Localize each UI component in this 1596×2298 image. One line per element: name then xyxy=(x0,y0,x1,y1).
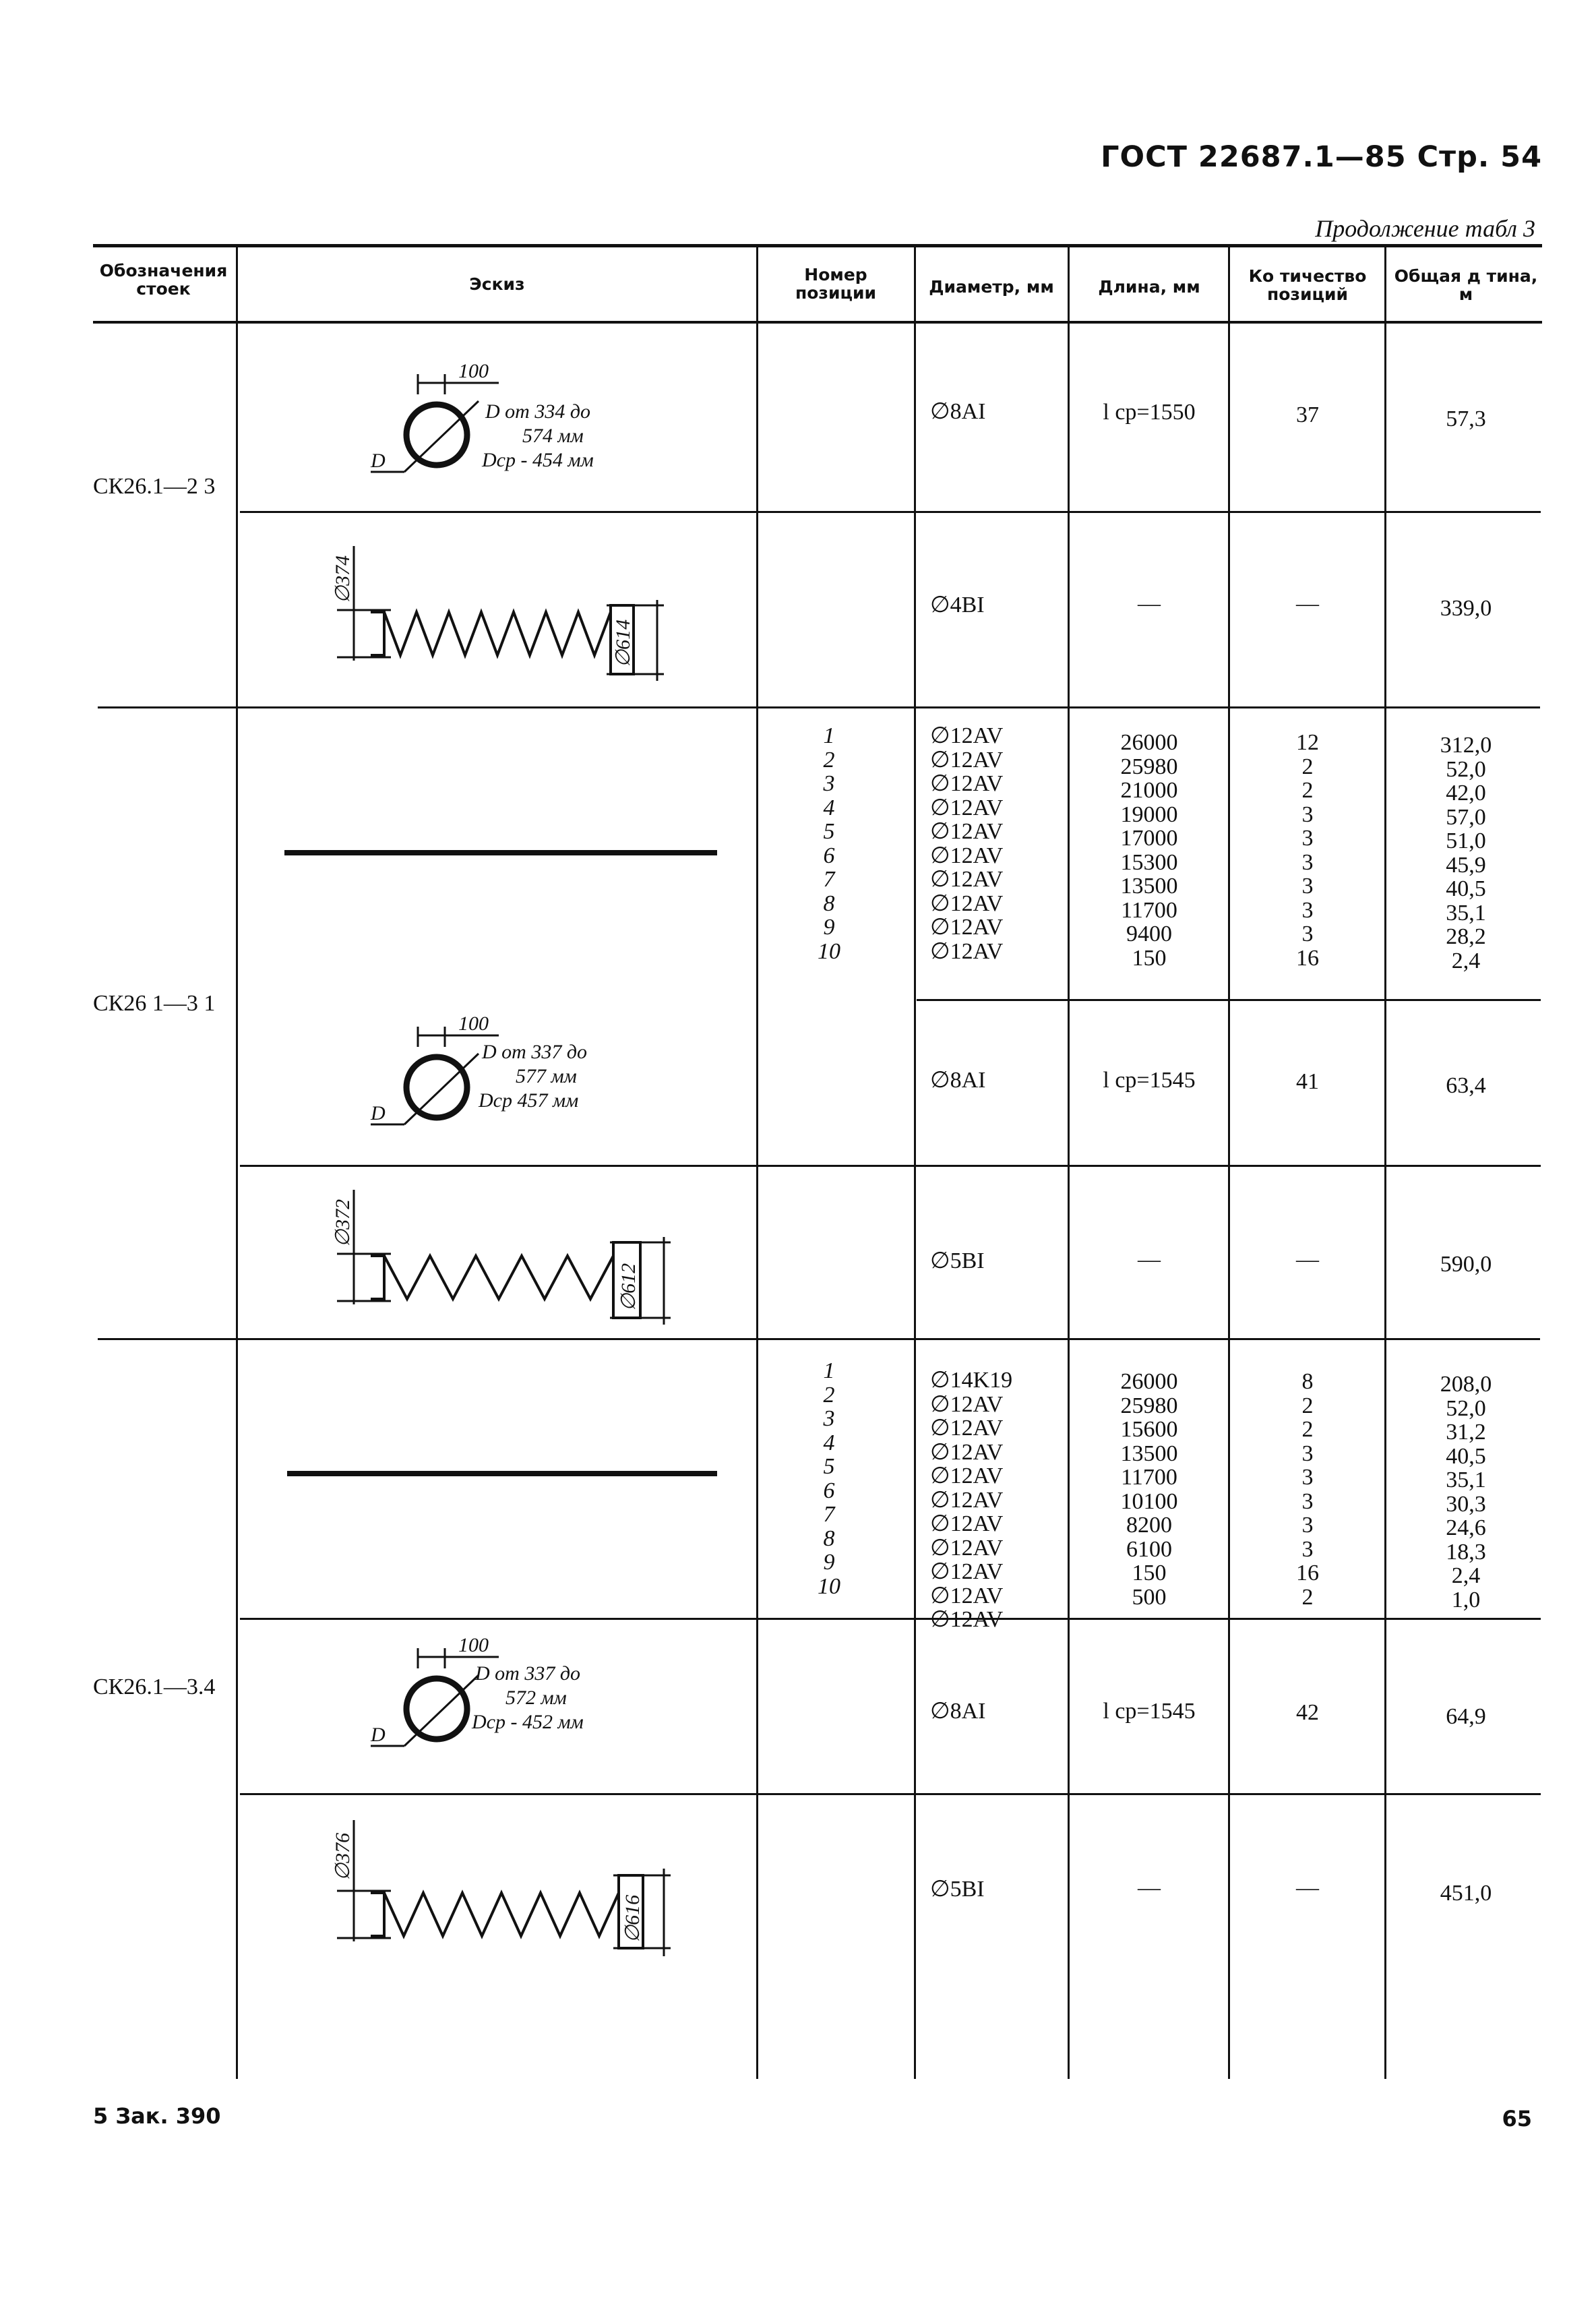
table-continuation-note: Продолжение табл 3 xyxy=(1315,215,1535,242)
ring-sketch-2 xyxy=(364,1012,634,1151)
ring-total-2: 63,4 xyxy=(1446,1073,1486,1098)
totals-list-3: 208,0 52,0 31,2 40,5 35,1 30,3 24,6 18,3 2,4 1,0 xyxy=(1440,1372,1492,1612)
spiral-diameter-1: ∅4BI xyxy=(930,593,985,617)
spiral-dim-right-3: ∅616 xyxy=(621,1894,644,1943)
spiral-dim-left-3: ∅376 xyxy=(332,1832,354,1881)
positions-list-3: 1 2 3 4 5 6 7 8 9 10 xyxy=(818,1358,840,1599)
lengths-list-3: 26000 25980 15600 13500 11700 10100 8200 6100 150 500 xyxy=(1120,1369,1178,1610)
ring-dim-1: 100 xyxy=(458,360,489,382)
ring-sketch-1 xyxy=(364,360,634,499)
ring-length-3: l ср=1545 xyxy=(1103,1699,1196,1724)
ring-total-3: 64,9 xyxy=(1446,1704,1486,1729)
col-header-total: Общая д тина, м xyxy=(1394,266,1538,304)
counts-list-3: 8 2 2 3 3 3 3 3 16 2 xyxy=(1296,1369,1319,1610)
totals-list-2: 312,0 52,0 42,0 57,0 51,0 45,9 40,5 35,1 28,2 2,4 xyxy=(1440,733,1492,973)
footer-order-number: 5 Зак. 390 xyxy=(93,2103,221,2129)
positions-list-2: 1 2 3 4 5 6 7 8 9 10 xyxy=(818,723,840,964)
row-rule-b xyxy=(98,706,1540,708)
row-rule-e xyxy=(98,1338,1540,1340)
ring-length-2: l ср=1545 xyxy=(1103,1068,1196,1093)
row-rule-c xyxy=(917,999,1541,1001)
col-rule-3 xyxy=(914,245,916,2079)
ring-length-1: l ср=1550 xyxy=(1103,400,1196,425)
ring-sketch-3 xyxy=(364,1634,634,1773)
table-header-bottom-rule xyxy=(93,321,1542,324)
ring-line1-3: D от 337 до xyxy=(475,1662,581,1685)
ring-line2-2: 577 мм xyxy=(516,1065,577,1087)
col-rule-6 xyxy=(1384,245,1386,2079)
col-header-position: Номер позиции xyxy=(795,265,877,303)
col-header-count: Ко тичество позиций xyxy=(1248,266,1367,304)
ring-line1-2: D от 337 до xyxy=(482,1041,588,1063)
ring-line3-3: Dср - 452 мм xyxy=(472,1711,584,1733)
spiral-total-2: 590,0 xyxy=(1440,1252,1492,1277)
col-rule-2 xyxy=(756,245,758,2079)
spiral-sketch-1 xyxy=(324,539,701,688)
counts-list-2: 12 2 2 3 3 3 3 3 3 16 xyxy=(1296,730,1319,971)
col-header-diameter: Диаметр, мм xyxy=(929,277,1054,297)
spiral-dim-right-1: ∅614 xyxy=(612,619,634,667)
ring-d-1: D xyxy=(371,450,386,472)
spiral-total-3: 451,0 xyxy=(1440,1881,1492,1906)
ring-dim-3: 100 xyxy=(458,1634,489,1656)
spiral-sketch-2 xyxy=(324,1183,701,1331)
ring-diameter-2: ∅8AI xyxy=(930,1068,986,1093)
ring-diameter-1: ∅8AI xyxy=(930,399,986,424)
ring-dim-2: 100 xyxy=(458,1012,489,1035)
ring-diameter-3: ∅8AI xyxy=(930,1699,986,1724)
spiral-count-1: — xyxy=(1296,591,1319,616)
spiral-count-2: — xyxy=(1296,1247,1319,1272)
spiral-length-1: — xyxy=(1138,591,1161,616)
col-rule-1 xyxy=(236,245,238,2079)
spiral-dim-right-2: ∅612 xyxy=(617,1263,640,1311)
spiral-total-1: 339,0 xyxy=(1440,596,1492,621)
ring-line2-1: 574 мм xyxy=(522,425,584,447)
ring-line3-2: Dср 457 мм xyxy=(479,1089,579,1112)
row-rule-a xyxy=(240,511,1541,513)
row-rule-f xyxy=(240,1618,1541,1620)
rod-sketch-3 xyxy=(287,1471,717,1476)
spiral-diameter-2: ∅5BI xyxy=(930,1248,985,1273)
document-header: ГОСТ 22687.1—85 Стр. 54 xyxy=(1101,140,1542,174)
row-rule-d xyxy=(240,1165,1541,1167)
ring-d-3: D xyxy=(371,1724,386,1746)
spiral-diameter-3: ∅5BI xyxy=(930,1877,985,1902)
ring-count-2: 41 xyxy=(1296,1069,1319,1094)
spiral-count-3: — xyxy=(1296,1875,1319,1900)
page-number: 65 xyxy=(1502,2106,1532,2131)
col-rule-5 xyxy=(1228,245,1230,2079)
ring-d-2: D xyxy=(371,1102,386,1124)
table-top-rule xyxy=(93,244,1542,247)
col-rule-4 xyxy=(1068,245,1070,2079)
col-header-length: Длина, мм xyxy=(1098,277,1200,297)
ring-line1-1: D от 334 до xyxy=(485,400,591,423)
spiral-dim-left-1: ∅374 xyxy=(332,555,354,603)
spiral-length-3: — xyxy=(1138,1875,1161,1900)
col-header-designation: Обозначения стоек xyxy=(99,261,228,299)
spiral-sketch-3 xyxy=(324,1813,701,1962)
section-label-2: СК26 1—3 1 xyxy=(93,991,216,1016)
diameters-list-2: ∅12AV ∅12AV ∅12AV ∅12AV ∅12AV ∅12AV ∅12AV ∅12AV ∅12AV ∅12AV xyxy=(930,723,1004,964)
ring-count-3: 42 xyxy=(1296,1700,1319,1725)
ring-count-1: 37 xyxy=(1296,402,1319,427)
spiral-length-2: — xyxy=(1138,1247,1161,1272)
rod-sketch-2 xyxy=(284,850,717,855)
ring-line2-3: 572 мм xyxy=(505,1687,567,1709)
diameters-list-3: ∅14K19 ∅12AV ∅12AV ∅12AV ∅12AV ∅12AV ∅12AV ∅12AV ∅12AV ∅12AV ∅12AV xyxy=(930,1368,1013,1632)
section-label-1: СК26.1—2 3 xyxy=(93,474,216,499)
spiral-dim-left-2: ∅372 xyxy=(332,1199,354,1247)
row-rule-g xyxy=(240,1793,1541,1795)
col-header-sketch: Эскиз xyxy=(469,274,525,294)
ring-total-1: 57,3 xyxy=(1446,406,1486,431)
ring-line3-1: Dср - 454 мм xyxy=(482,449,594,471)
section-label-3: СК26.1—3.4 xyxy=(93,1674,216,1699)
lengths-list-2: 26000 25980 21000 19000 17000 15300 13500 11700 9400 150 xyxy=(1120,730,1178,971)
